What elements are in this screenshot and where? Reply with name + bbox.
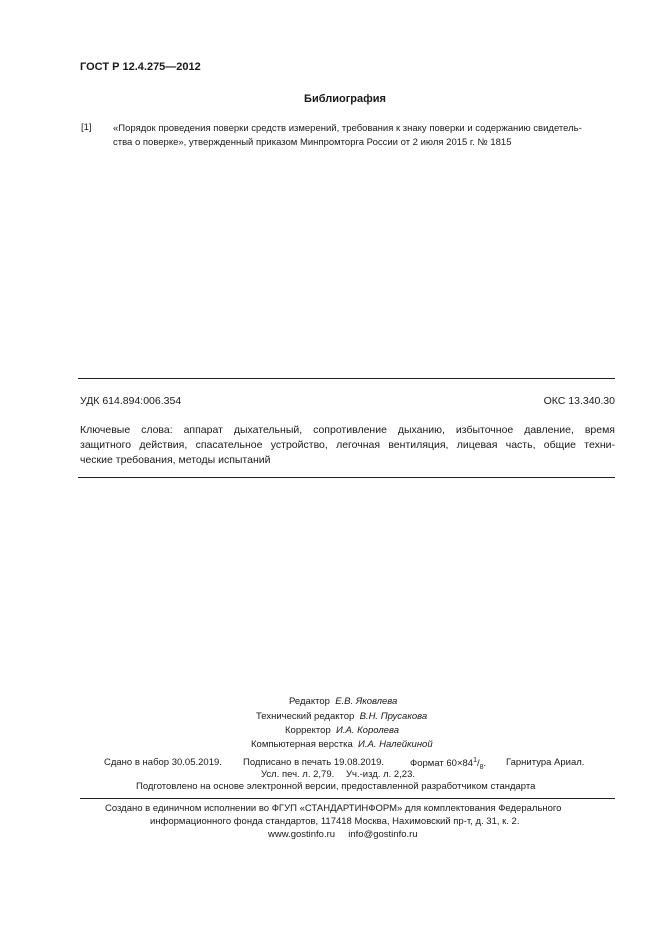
format-prefix: Формат 60×84	[410, 758, 474, 770]
tech-editor-name: В.Н. Прусакова	[359, 711, 428, 722]
bibliography-entry-number: [1]	[81, 122, 92, 133]
divider-bottom	[78, 477, 615, 478]
footer-line-1: Создано в единичном исполнении во ФГУП «СТАНДАРТИНФОРМ» для комплектования Федерального	[105, 803, 562, 814]
format-numerator: 1	[473, 757, 477, 764]
signed-to-print: Подписано в печать 19.08.2019.	[243, 757, 385, 768]
udk-code: УДК 614.894:006.354	[80, 395, 182, 407]
bibliography-entry-line: ства о поверке», утвержденный приказом Минпромторга России от 2 июля 2015 г. № 1815	[113, 137, 512, 148]
document-code: ГОСТ Р 12.4.275—2012	[80, 61, 201, 73]
editor-label: Редактор	[289, 696, 330, 707]
footer-contacts	[268, 829, 418, 840]
keywords	[80, 423, 615, 468]
divider-top	[78, 378, 615, 379]
website-link[interactable]: www.gostinfo.ru	[268, 829, 336, 840]
sent-to-set: Сдано в набор 30.05.2019.	[104, 757, 222, 768]
email-link[interactable]: info@gostinfo.ru	[348, 829, 418, 840]
corrector-credit	[285, 725, 399, 736]
bibliography-entry-text	[113, 122, 582, 150]
layout-credit	[251, 739, 433, 750]
keywords-line: Ключевые слова: аппарат дыхательный, сопротивление дыханию, избыточное давление, время	[80, 424, 615, 436]
oks-code: ОКС 13.340.30	[543, 395, 615, 407]
font-info: Гарнитура Ариал.	[506, 757, 585, 768]
keywords-line: защитного действия, спасательное устройство, легочная вентиляция, лицевая часть, общие техни-	[80, 439, 615, 451]
footer-line-2: информационного фонда стандартов, 117418 Москва, Нахимовский пр-т, д. 31, к. 2.	[150, 816, 520, 827]
pub-sheets: Уч.-изд. л. 2,23.	[346, 769, 416, 780]
bibliography-entry-line: «Порядок проведения поверки средств измерений, требования к знаку поверки и содержанию свидетель-	[113, 123, 582, 134]
divider-footer	[80, 798, 615, 799]
tech-editor-label: Технический редактор	[256, 711, 355, 722]
editor-name: Е.В. Яковлева	[335, 696, 398, 707]
editor-credit	[289, 696, 397, 707]
bibliography-title: Библиография	[304, 93, 386, 105]
format-denominator: 8	[479, 764, 484, 772]
corrector-label: Корректор	[285, 725, 331, 736]
print-format: Формат $60\times 84^1/_8$.	[410, 757, 487, 772]
layout-name: И.А. Налейкиной	[358, 739, 433, 750]
corrector-name: И.А. Королева	[336, 725, 399, 736]
layout-label: Компьютерная верстка	[251, 739, 353, 750]
keywords-line: ческие требования, методы испытаний	[80, 454, 271, 466]
tech-editor-credit	[256, 711, 427, 722]
print-sheets: Усл. печ. л. 2,79.	[261, 769, 335, 780]
prepared-note: Подготовлено на основе электронной версии, предоставленной разработчиком стандарта	[136, 781, 536, 792]
